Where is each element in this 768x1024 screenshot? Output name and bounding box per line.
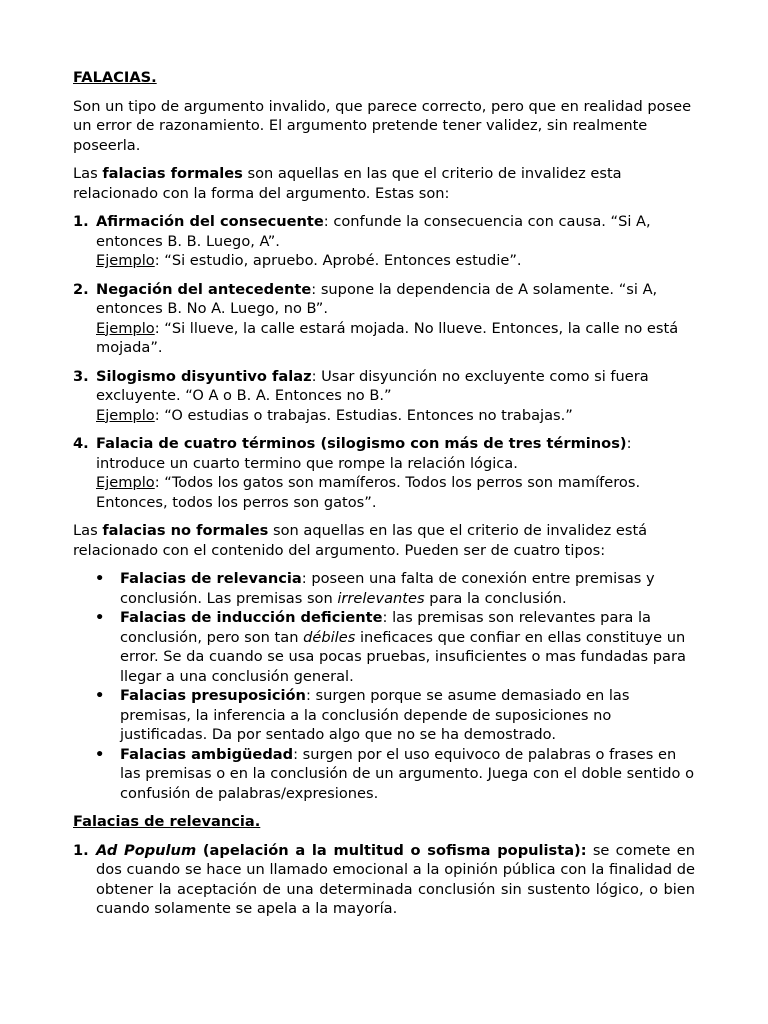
list-item-desc-end: para la conclusión. [424, 589, 567, 607]
list-item-emphasis: irrelevantes [337, 589, 425, 607]
bullet-icon: • [95, 570, 105, 587]
list-item [73, 686, 695, 745]
example-text: : “O estudias o trabajas. Estudias. Entonces no trabajas.” [154, 406, 573, 424]
list-item [73, 367, 695, 426]
formal-intro-post: son aquellas en las que el criterio de invalidez esta relacionado con la forma del argumento. Estas son: [73, 165, 622, 202]
list-item-term: Falacias presuposición [120, 687, 306, 704]
formal-intro-bold: falacias formales [102, 165, 243, 182]
informal-intro-bold: falacias no formales [102, 522, 269, 539]
example-label: Ejemplo [96, 406, 155, 424]
list-item-number: 2. [73, 280, 89, 298]
example-text: : “Todos los gatos son mamíferos. Todos los perros son mamíferos. Entonces, todos los perros son gatos”. [96, 474, 641, 511]
list-item-desc: : supone la dependencia de A solamente. “si A, entonces B. No A. Luego, no B”. [96, 280, 658, 317]
list-item-term: Afirmación del consecuente [96, 213, 324, 230]
list-item-number: 4. [73, 435, 89, 452]
list-item [73, 745, 695, 804]
bullet-icon: • [95, 745, 105, 763]
list-item [73, 212, 695, 271]
document-body [73, 68, 695, 928]
list-item-desc: : poseen una falta de conexión entre premisas y conclusión. Las premisas son [120, 570, 655, 607]
list-item [73, 608, 695, 686]
list-item-desc: : surgen porque se asume demasiado en las premisas, la inferencia a la conclusión depende de suposiciones no justificadas. Da por sentado algo que no se ha demostrado. [120, 687, 630, 743]
list-item-term: Silogismo disyuntivo falaz [96, 367, 312, 385]
bullet-icon: • [95, 687, 105, 704]
list-item-term: Falacias de relevancia [120, 570, 302, 587]
formal-intro-pre: Las [73, 165, 103, 182]
list-item-emphasis: débiles [303, 628, 356, 646]
informal-intro-paragraph [73, 521, 695, 560]
list-item [73, 569, 695, 608]
list-item-desc: : confunde la consecuencia con causa. “Si A, entonces B. B. Luego, A”. [96, 213, 651, 250]
list-item-term: (apelación a la multitud o sofisma populista): [196, 841, 587, 859]
intro-paragraph: Son un tipo de argumento invalido, que parece correcto, pero que en realidad posee un error de razonamiento. El argumento pretende tener validez, sin realmente poseerla. [73, 97, 692, 154]
formal-intro-paragraph [73, 164, 695, 203]
list-item [73, 841, 695, 919]
list-item-number: 3. [73, 367, 89, 385]
example-label: Ejemplo [96, 252, 155, 269]
document-title: FALACIAS. [73, 69, 157, 86]
list-item-number: 1. [73, 841, 89, 859]
relevance-fallacies-list [73, 841, 695, 919]
list-item [73, 280, 695, 358]
list-item [73, 434, 695, 512]
bullet-icon: • [95, 609, 105, 626]
informal-intro-pre: Las [73, 522, 103, 539]
list-item-desc: : las premisas son relevantes para la conclusión, pero son tan [120, 609, 651, 646]
list-item-desc: : Usar disyunción no excluyente como si fuera excluyente. “O A o B. A. Entonces no B.” [96, 367, 649, 404]
list-item-term: Falacias de inducción deficiente [120, 609, 383, 626]
informal-intro-post: son aquellas en las que el criterio de invalidez está relacionado con el contenido del argumento. Pueden ser de cuatro tipos: [73, 522, 648, 559]
example-label: Ejemplo [96, 319, 155, 337]
example-text: : “Si llueve, la calle estará mojada. No llueve. Entonces, la calle no está mojada”. [96, 319, 679, 356]
list-item-term: Negación del antecedente [96, 280, 312, 298]
example-text: : “Si estudio, apruebo. Aprobé. Entonces estudie”. [154, 252, 522, 269]
list-item-number: 1. [73, 213, 89, 230]
list-item-desc: : surgen por el uso equivoco de palabras o frases en las premisas o en la conclusión de un argumento. Juega con el doble sentido o confusión de palabras/expresiones. [120, 745, 695, 802]
list-item-term: Falacias ambigüedad [120, 745, 294, 763]
list-item-desc: : introduce un cuarto termino que rompe la relación lógica. [96, 435, 632, 472]
list-item-desc-end: ineficaces que confiar en ellas constituye un error. Se da cuando se usa pocas pruebas, insuficientes o mas fundadas para llegar a una conclusión general. [120, 628, 686, 685]
list-item-term-italic: Ad Populum [96, 841, 197, 859]
example-label: Ejemplo [96, 474, 155, 491]
section-heading-relevance: Falacias de relevancia. [73, 813, 261, 830]
formal-fallacies-list [73, 212, 695, 512]
list-item-term: Falacia de cuatro términos (silogismo con más de tres términos) [96, 435, 627, 452]
list-item-desc: se comete en dos cuando se hace un llamado emocional a la opinión pública con la finalidad de obtener la aceptación de una determinada conclusión sin sustento lógico, o bien cuando solamente se apela a la mayoría. [96, 841, 695, 917]
informal-fallacies-list [73, 569, 695, 803]
